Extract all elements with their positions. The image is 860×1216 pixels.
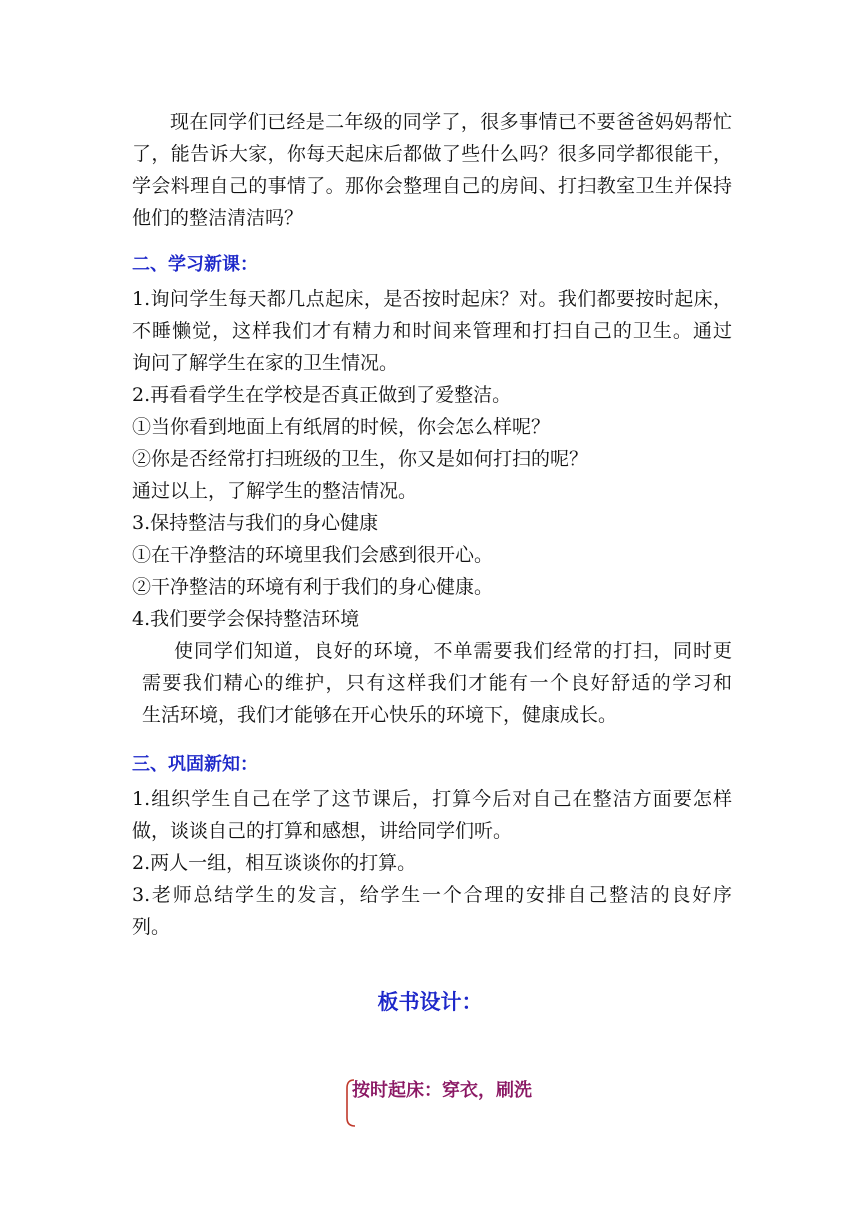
section-learn-new-body [132,283,732,731]
body-line: 4.我们要学会保持整洁环境 [132,608,360,630]
body-line: 询问了解学生在家的卫生情况。 [132,352,399,374]
intro-paragraph [132,106,732,234]
body-line: 列。 [132,916,171,938]
body-line: ①当你看到地面上有纸屑的时候，你会怎么样呢？ [132,416,551,438]
section-consolidate-body [132,783,732,943]
body-line: 生活环境，我们才能够在开心快乐的环境下，健康成长。 [142,704,618,726]
board-design-title: 板书设计： [377,990,483,1014]
body-line: 通过以上，了解学生的整洁情况。 [132,480,418,502]
body-line: 2.再看看学生在学校是否真正做到了爱整洁。 [132,384,512,406]
body-line: 1.组织学生自己在学了这节课后，打算今后对自己在整洁方面要怎样 [132,788,732,810]
indented-paragraph [132,635,732,731]
body-line: 2.两人一组，相互谈谈你的打算。 [132,852,417,874]
body-line: 1.询问学生每天都几点起床，是否按时起床？对。我们都要按时起床， [132,288,732,310]
body-line: 3.老师总结学生的发言，给学生一个合理的安排自己整洁的良好序 [132,884,732,906]
body-line: ②你是否经常打扫班级的卫生，你又是如何打扫的呢？ [132,448,589,470]
board-line-get-up: 按时起床：穿衣，刷洗 [352,1080,532,1101]
intro-text: 现在同学们已经是二年级的同学了，很多事情已不要爸爸妈妈帮忙了，能告诉大家，你每天起床后都做了些什么吗？很多同学都很能干，学会料理自己的事情了。那你会整理自己的房间、打扫教室卫生并保持他们的整洁清洁吗？ [132,111,732,229]
body-line: ①在干净整洁的环境里我们会感到很开心。 [132,544,494,566]
body-line: 3.保持整洁与我们的身心健康 [132,512,379,534]
section-heading-consolidate: 三、巩固新知： [132,754,258,775]
section-heading-learn-new: 二、学习新课： [132,254,258,275]
body-line: 使同学们知道，良好的环境，不单需要我们经常的打扫，同时更 [174,640,732,662]
body-line: 需要我们精心的维护，只有这样我们才能有一个良好舒适的学习和 [142,672,732,694]
body-line: 不睡懒觉，这样我们才有精力和时间来管理和打扫自己的卫生。通过 [132,320,732,342]
body-line: 做，谈谈自己的打算和感想，讲给同学们听。 [132,820,513,842]
body-line: ②干净整洁的环境有利于我们的身心健康。 [132,576,494,598]
